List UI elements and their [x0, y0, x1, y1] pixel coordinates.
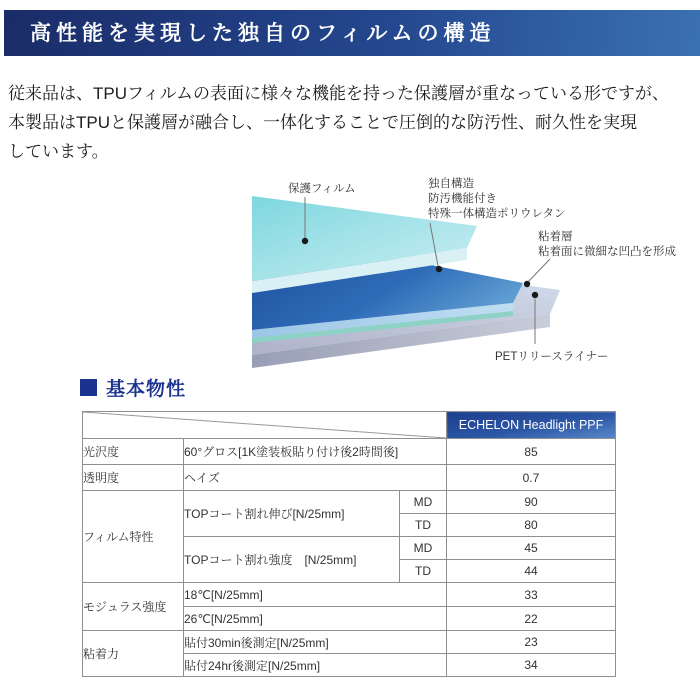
title-banner [4, 10, 700, 56]
leader-line [528, 259, 550, 282]
intro-line: 従来品は、TPUフィルムの表面に様々な機能を持った保護層が重なっている形ですが、 [8, 84, 669, 103]
cell-adhesion-category: 粘着力 [83, 631, 184, 677]
cell-adhesion-24hr: 貼付24hr後測定[N/25mm] [184, 654, 447, 677]
cell-modulus-18: 18℃[N/25mm] [184, 583, 447, 607]
table-row [83, 631, 616, 654]
label-protective-film: 保護フィルム [288, 183, 356, 195]
cell-haze-method: ヘイズ [184, 465, 447, 491]
table-row [83, 491, 616, 514]
cell-md-label: MD [400, 537, 447, 560]
marker-dot [302, 238, 308, 244]
cell-film-strength: TOPコート割れ強度 [N/25mm] [184, 537, 400, 583]
section-title-label: 基本物性 [106, 379, 187, 400]
cell-modulus-26-value: 22 [447, 607, 616, 631]
marker-dot [524, 281, 530, 287]
intro-paragraph [8, 79, 696, 166]
section-title [80, 374, 186, 401]
basic-properties-table-wrap [82, 411, 616, 677]
cell-td-label: TD [400, 560, 447, 583]
table-header-row [83, 412, 616, 439]
cell-elongation-td-value: 80 [447, 514, 616, 537]
marker-dot [436, 266, 442, 272]
cell-adhesion-30min: 貼付30min後測定[N/25mm] [184, 631, 447, 654]
intro-line: 本製品はTPUと保護層が融合し、一体化することで圧倒的な防汚性、耐久性を実現 [8, 113, 637, 132]
table-row [83, 583, 616, 607]
film-structure-diagram [240, 172, 700, 382]
cell-md-label: MD [400, 491, 447, 514]
cell-modulus-category: モジュラス強度 [83, 583, 184, 631]
cell-gloss-method: 60°グロス[1K塗装板貼り付け後2時間後] [184, 439, 447, 465]
cell-td-label: TD [400, 514, 447, 537]
header-diagonal-cell [83, 412, 447, 439]
cell-film-elongation: TOPコート割れ伸び[N/25mm] [184, 491, 400, 537]
label-release-liner: PETリリースライナー [495, 351, 609, 363]
label-adhesive-layer: 粘着面に微細な凹凸を形成 [538, 246, 676, 258]
cell-adhesion-24hr-value: 34 [447, 654, 616, 677]
square-bullet-icon [80, 379, 97, 396]
basic-properties-table [82, 411, 616, 677]
label-unique-structure: 防汚機能付き [428, 193, 497, 205]
cell-modulus-18-value: 33 [447, 583, 616, 607]
cell-gloss-category: 光沢度 [83, 439, 184, 465]
cell-strength-td-value: 44 [447, 560, 616, 583]
label-unique-structure: 独自構造 [428, 178, 474, 190]
cell-haze-value: 0.7 [447, 465, 616, 491]
page-title: 高性能を実現した独自のフィルムの構造 [30, 21, 496, 45]
table-row [83, 465, 616, 491]
cell-film-category: フィルム特性 [83, 491, 184, 583]
product-column-header: ECHELON Headlight PPF [447, 412, 616, 439]
diagonal-line [83, 412, 446, 438]
cell-elongation-md-value: 90 [447, 491, 616, 514]
cell-haze-category: 透明度 [83, 465, 184, 491]
intro-line: しています。 [8, 142, 109, 161]
cell-gloss-value: 85 [447, 439, 616, 465]
label-unique-structure: 特殊一体構造ポリウレタン [428, 208, 566, 220]
cell-adhesion-30min-value: 23 [447, 631, 616, 654]
marker-dot [532, 292, 538, 298]
table-row [83, 439, 616, 465]
cell-strength-md-value: 45 [447, 537, 616, 560]
cell-modulus-26: 26℃[N/25mm] [184, 607, 447, 631]
label-adhesive-layer: 粘着層 [538, 231, 573, 243]
